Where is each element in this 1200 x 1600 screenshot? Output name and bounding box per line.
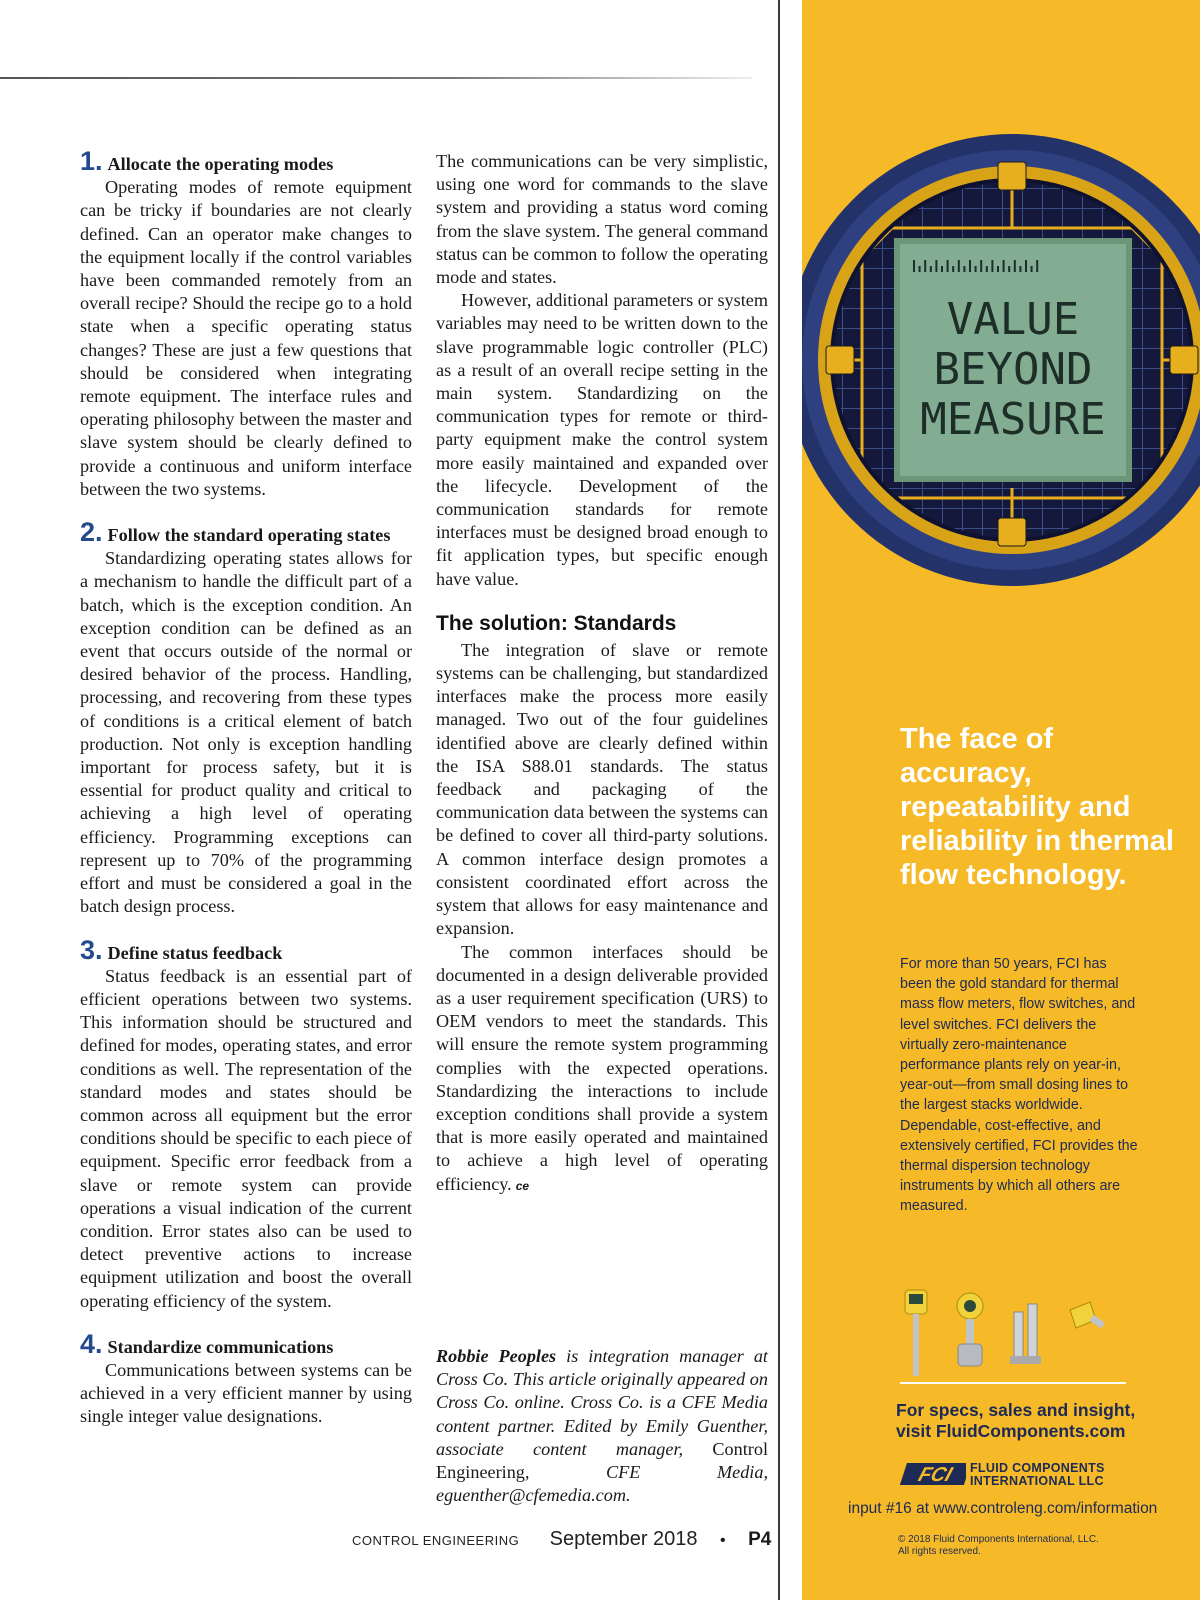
- footer-bullet: •: [720, 1532, 726, 1549]
- fci-logo-text: FCI: [915, 1463, 955, 1486]
- ad-copyright-line-2: All rights reserved.: [898, 1546, 981, 1557]
- level-switch-image: [1070, 1302, 1105, 1328]
- solution-paragraph-1: The integration of slave or remote systems can be challenging, but standardized interfaces make the process more easily managed. Two out of the four guidelines identified above are clearly defined within the ISA S88.01 standards. The status feedback and packaging of the communication data between the systems can be defined to cover all third-party solutions. A common interface design promotes a consistent coordinated effort across the system that allows for easy maintenance and expansion.: [436, 639, 768, 939]
- flow-switch-image: [1010, 1304, 1041, 1364]
- section-4-number: 4.: [80, 1328, 103, 1359]
- product-photos: [890, 1282, 1130, 1382]
- ad-divider: [900, 1382, 1126, 1384]
- section-3-heading: [80, 934, 412, 965]
- footer-page-number: P4: [748, 1529, 772, 1550]
- section-4-paragraph: Communications between systems can be achieved in a very efficient manner by using single integer value designations.: [80, 1359, 412, 1427]
- ad-cta-line-2: visit FluidComponents.com: [896, 1421, 1126, 1441]
- footer-date: September 2018: [549, 1528, 698, 1550]
- header-rule: [0, 77, 752, 79]
- section-3: [80, 934, 412, 1313]
- article-column-middle: [436, 150, 768, 1198]
- company-name-line-1: FLUID COMPONENTS: [970, 1461, 1105, 1475]
- section-3-number: 3.: [80, 934, 103, 965]
- section-2-paragraph: Standardizing operating states allows for a mechanism to handle the difficult part of a batch, which is the exception condition. An exception condition can be defined as an event that occurs outside of the normal or desired behavior of the process. Handling, processing, and recovering from these types of conditions is a critical element of batch production. Not only is exception handling important for process safety, but it is essential for product quality and critical to achieving a high level of operating efficiency. Programming exceptions can represent up to 70% of the programming effort and must be considered a goal in the batch design process.: [80, 548, 412, 917]
- solution-paragraph-2: [436, 941, 768, 1198]
- ad-body-copy: For more than 50 years, FCI has been the gold standard for thermal mass flow meters, flow switches, and level switches. FCI delivers the virtually zero-maintenance performance plants rely on year-in, year-out—from small dosing lines to the largest stacks worldwide. Dependable, cost-effective, and extensively certified, FCI provides the thermal dispersion technology instruments by which all others are measured.: [900, 956, 1138, 1215]
- section-1-title: Allocate the operating modes: [107, 154, 334, 174]
- section-3-title: Define status feedback: [107, 942, 283, 963]
- section-4-title: Standardize communications: [107, 1336, 334, 1357]
- solution-heading: The solution: Standards: [436, 611, 677, 635]
- section-1-paragraph: Operating modes of remote equipment can be tricky if boundaries are not clearly defined. Can an operator make changes to the equipment locally if the control variables have been commanded remotely from an overall recipe? Should the recipe go to a hold state when a specific operating status changes? These are just a few questions that should be considered when integrating remote equipment. The interface rules and operating philosophy between the master and slave system should be clearly defined to provide a continuous and uniform interface between the two systems.: [80, 177, 412, 499]
- continued-paragraph-2: However, additional parameters or system variables may need to be written down to the slave programmable logic controller (PLC) as a result of an overall recipe setting in the main system. Standardizing on the communication types for remote or third-party equipment make the control system more easily maintained and expanded over the lifecycle. Development of the communication standards for remote interfaces must be designed broad enough to fit application types, but specific enough have value.: [436, 290, 768, 589]
- ad-copyright: [898, 1534, 1158, 1558]
- continued-paragraph-1: The communications can be very simplistic, using one word for commands to the slave system and providing a status word coming from the slave system. The general command status can be common to follow the operating mode and states.: [436, 151, 768, 288]
- end-mark: ce: [515, 1178, 530, 1193]
- article-column-left: [80, 146, 412, 1429]
- section-1-heading: [80, 146, 412, 176]
- section-1-number: 1.: [80, 146, 103, 176]
- lcd-line-3: MEASURE: [920, 394, 1106, 445]
- section-4-heading: [80, 1328, 412, 1359]
- section-2: [80, 517, 412, 918]
- footer-publication: CONTROL ENGINEERING: [352, 1533, 520, 1548]
- company-name-line-2: INTERNATIONAL LLC: [970, 1474, 1104, 1488]
- author-name: Robbie Peoples: [436, 1346, 557, 1366]
- company-name: [970, 1462, 1105, 1488]
- author-bio-part2: , CFE Media, eguenther@cfemedia.com.: [436, 1462, 768, 1506]
- fci-advertisement: [802, 0, 1200, 1600]
- lcd-line-2: BEYOND: [933, 344, 1093, 395]
- ad-cta-line-1: For specs, sales and insight,: [896, 1400, 1136, 1420]
- reader-service-line: input #16 at www.controleng.com/information: [848, 1500, 1158, 1517]
- ad-headline: The face of accuracy, repeatability and reliability in thermal flow technology.: [900, 723, 1174, 891]
- ad-copyright-line-1: © 2018 Fluid Components International, LLC.: [898, 1534, 1099, 1545]
- lcd-text: [920, 294, 1105, 445]
- section-2-number: 2.: [80, 517, 103, 548]
- flow-meter-1-image: [905, 1290, 927, 1376]
- flow-meter-2-image: [957, 1293, 983, 1366]
- author-bio-publication: Control Engineering: [436, 1438, 768, 1483]
- solution-paragraph-2-text: The common interfaces should be documented in a design deliverable provided as a user requirement specification (URS) to OEM vendors to meet the standards. This will ensure the remote system programming complies with the expected operations. Standardizing the interactions to include exception conditions shall provide a system that is more easily operated and maintained to achieve a high level of operating efficiency.: [436, 941, 768, 1194]
- fci-logo: [898, 1460, 1138, 1490]
- section-1: [80, 146, 412, 501]
- section-2-title: Follow the standard operating states: [107, 525, 391, 546]
- section-2-heading: [80, 517, 412, 548]
- ad-call-to-action: [896, 1400, 1186, 1442]
- author-bio-part1: is integration manager at Cross Co. This article originally appeared on Cross Co. online. Cross Co. is a CFE Media content partner. Edited by Emily Guenther, associate content manager,: [436, 1346, 768, 1459]
- lcd-line-1: VALUE: [946, 294, 1080, 345]
- author-bio: [436, 1345, 768, 1507]
- section-4: [80, 1328, 412, 1429]
- page-footer: [352, 1528, 772, 1558]
- fci-logo-mark: [898, 1460, 966, 1488]
- gauge-illustration: [802, 88, 1200, 648]
- page-gutter-line: [778, 0, 780, 1600]
- section-3-paragraph: Status feedback is an essential part of efficient operations between two systems. This information should be structured and defined for modes, operating states, and error conditions as well. The representation of the standard modes and states should be common across all equipment but the error conditions should be specific to each piece of equipment. Specific error feedback from a slave or remote system can provide operations a visual indication of the current condition. Error states also can be used to detect preventive actions to increase equipment utilization and boost the overall operating efficiency of the system.: [80, 965, 412, 1311]
